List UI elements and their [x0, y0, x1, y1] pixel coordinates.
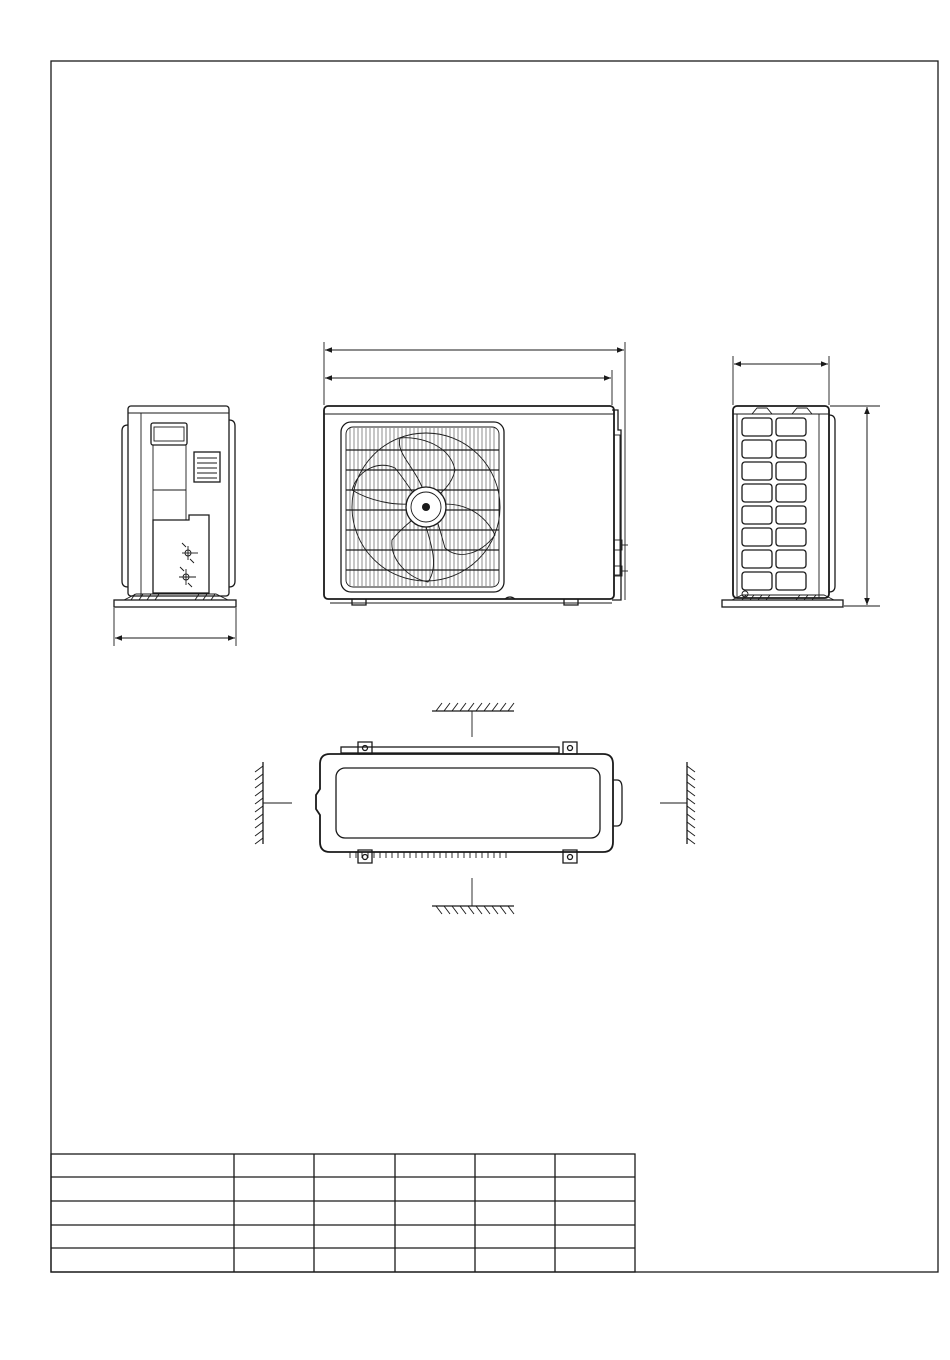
right-side-view: [722, 356, 880, 607]
sheet-border: [51, 61, 938, 1272]
front-view: [324, 342, 628, 605]
spec-table: [51, 1154, 635, 1272]
left-side-view: [114, 406, 236, 646]
top-view: [255, 703, 695, 914]
